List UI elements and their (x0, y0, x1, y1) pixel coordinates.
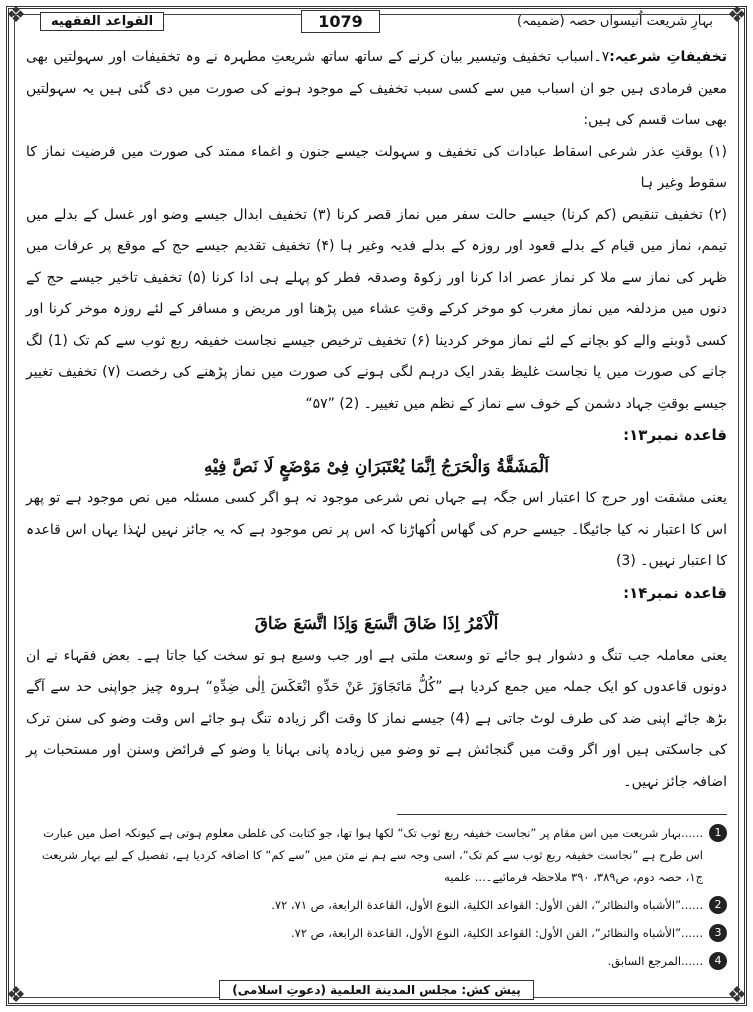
book-title: بہارِ شریعت اُنیسواں حصہ (ضمیمہ) (516, 13, 713, 29)
arabic-maxim-13: اَلْمَشَقَّةُ وَالْحَرَجُ اِنَّمَا يُعْتَبَرَانِ فِیْ مَوْضَعٍ لَا نَصَّ فِيْهِ (204, 456, 549, 477)
page-number: 1079 (301, 10, 380, 33)
rule-heading-13: قاعدہ نمبر۱۳: (623, 426, 727, 444)
footnote-text: ......المرجع السابق. (607, 954, 703, 968)
footnote-divider (397, 814, 727, 815)
page-content (26, 42, 727, 798)
paragraph: (۲) تخفیف تنقیص (کم کرنا) جیسے حالت سفر میں نماز قصر کرنا (۳) تخفیف ابدال جیسے وضو اور غسل کے بدلے میں تیمم، نماز میں قیام کے بدلے قعود اور روزہ کے بدلے فدیہ وغیر ہا (۴) تخفیف تقدیم جیسے حج کے موقع پر عرفات میں ظہر کی نماز سے ملا کر نماز عصر ادا کرنا اور زکوۃ وصدقہ فطر کو پہلے ہی ادا کرنا (۵) تخفیف تاخیر جیسے حج کے دنوں میں مزدلفہ میں نماز مغرب کو موخر کرکے وقتِ عشاء میں پڑھنا اور مریض و مسافر کے لئے روزہ موخر کرنا اور کسی ڈوبنے والے کو بچانے کے لئے نماز موخر کردینا (۶) تخفیف ترخیص جیسے نجاست خفیفہ ربع ثوب سے کم تک (1) لگ جانے کی صورت میں یا نجاست غلیظ بقدر ایک درہم لگی ہونے کی صورت میں نماز پڑھنے کی رخصت (۷) تخفیف تغییر جیسے بوقتِ جہاد دشمن کے خوف سے نماز کے نظم میں تغییر۔ (2) ”۵۷“ (26, 206, 728, 412)
ornament-icon: ❖ (727, 983, 747, 1008)
footnote (26, 822, 727, 888)
ornament-icon: ❖ (6, 983, 26, 1008)
paragraph: یعنی معاملہ جب تنگ و دشوار ہو جائے تو وسعت ملتی ہے اور جب وسیع ہو تو سخت کیا جاتا ہے۔ بعض فقہاء نے ان دونوں قاعدوں کو ایک جملہ میں جمع کردیا ہے ”کُلُّ مَاتَجَاوَزَ عَنْ حَدِّهِ انْعَكَسَ اِلٰى ضِدِّهِ“ ہروہ چیز جواپنی حد سے آگے بڑھ جائے اپنی ضد کی طرف لوٹ جاتی ہے (4) جیسے نماز کا وقت اگر زیادہ تنگ ہو جائے اس وقت وضو کی سنن ترک کی جاسکتی ہیں اور اگر وقت میں گنجائش ہے تو وضو میں زیادہ پانی بہانا یا وضو کے فرائض وسنن اور مستحبات پر اضافہ جائز نہیں۔ (26, 647, 727, 790)
footnote (26, 922, 727, 944)
footnote (26, 950, 727, 972)
footnote-number: 4 (709, 952, 727, 970)
paragraph-text: ۷۔اسباب تخفیف وتیسیر بیان کرنے کے ساتھ ساتھ شریعتِ مطہرہ نے وہ تخفیفات اور سہولتیں بھی معین فرمادی ہیں جو ان اسباب میں سے کسی سبب تخفیف کے موجود ہونے کی صورت میں دی گئی ہیں یہ سہولتیں بھی سات قسم کی ہیں: (26, 49, 727, 128)
paragraph: یعنی مشقت اور حرج کا اعتبار اس جگہ ہے جہاں نص شرعی موجود نہ ہو اگر کسی مسئلہ میں نص موجود ہے تو پھر اس کا اعتبار نہ کیا جائیگا۔ جیسے حرم کی گھاس اُکھاڑنا کہ اس پر نص موجود ہے کہ یہ جائز نہیں لہٰذا یہاں اس قاعدہ کا اعتبار نہیں۔ (3) (26, 490, 727, 569)
ornament-icon: ❖ (6, 3, 26, 28)
paragraph-heading: تخفیفاتِ شرعیہ: (609, 49, 727, 65)
publisher-credit: پیش کش: مجلس المدينة العلمية (دعوتِ اسلامی) (219, 980, 533, 1000)
page-footer (0, 980, 753, 1000)
footnote-number: 1 (709, 824, 727, 842)
footnote-text: ......”الأشباه والنظائر“، الفن الأول: القواعد الكلية، النوع الأول، القاعدة الرابعة، ص ۷۲. (290, 926, 703, 940)
section-title: القواعد الفقهيه (40, 12, 164, 31)
footnote-number: 2 (709, 896, 727, 914)
paragraph: (۱) بوقتِ عذر شرعی اسقاط عبادات کی تخفیف و سہولت جیسے جنون و اغماء ممتد کی صورت میں فرضیت نماز کا سقوط وغیر ہا (26, 143, 727, 191)
paragraph (26, 42, 727, 137)
rule-heading-14: قاعدہ نمبر۱۴: (623, 583, 727, 602)
footnotes (26, 822, 727, 978)
footnote-text: ......”الأشباه والنظائر“، الفن الأول: القواعد الكلية، النوع الأول، القاعدة الرابعة، ص ۷۱، ۷۲. (271, 898, 703, 912)
footnote-text: ......بہار شریعت میں اس مقام پر ”نجاست خفیفہ ربع ثوب تک“ لکھا ہوا تھا، جو کتابت کی غلطی معلوم ہوتی ہے کیونکہ اصل میں عبارت اس طرح ہے ”نجاست خفیفہ ربع ثوب سے کم تک“، اسی وجہ سے ہم نے متن میں ”سے کم“ کا اضافہ کردیا ہے، تفصیل کے لیے بہار شریعت ج۱، حصہ دوم، ص۳۸۹، ۳۹۰ ملاحظہ فرمائیے۔... علمیه (41, 826, 703, 884)
footnote (26, 894, 727, 916)
ornament-icon: ❖ (727, 3, 747, 28)
page-header (40, 8, 713, 34)
arabic-maxim-14: اَلْاَمْرُ اِذَا ضَاقَ اتَّسَعَ وَاِذَا اتَّسَعَ ضَاقَ (254, 614, 499, 634)
footnote-number: 3 (709, 924, 727, 942)
